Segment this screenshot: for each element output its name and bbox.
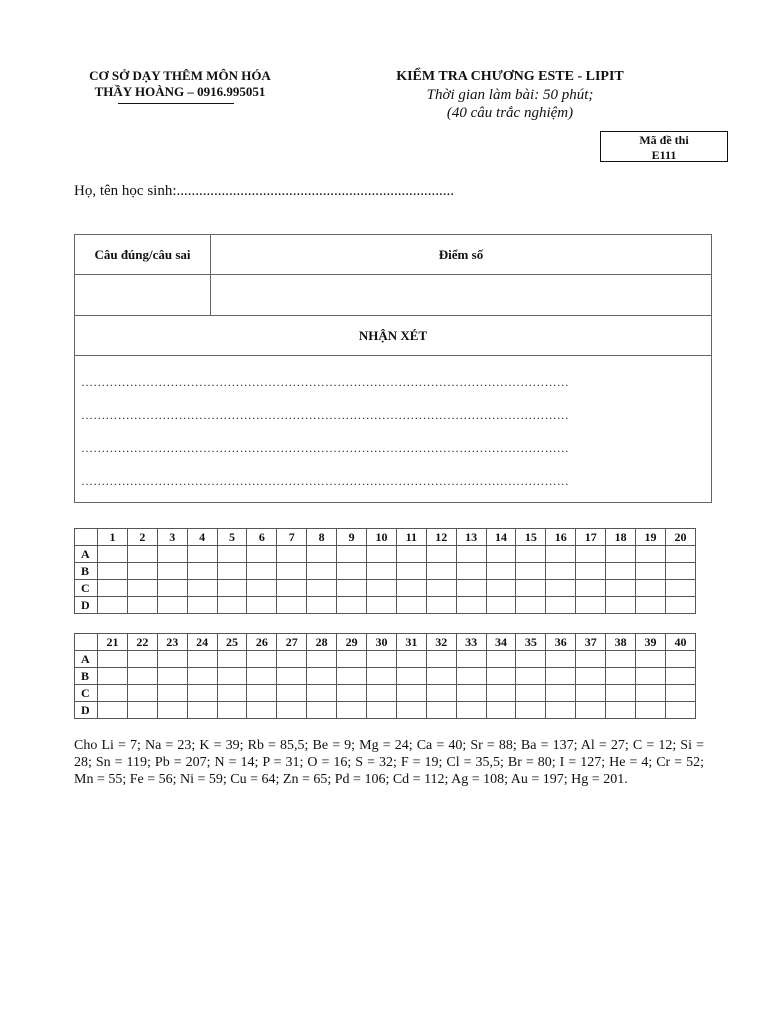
question-number: 2 bbox=[127, 529, 157, 546]
answer-cell[interactable] bbox=[337, 668, 367, 685]
answer-cell[interactable] bbox=[157, 597, 187, 614]
answer-cell[interactable] bbox=[546, 668, 576, 685]
answer-cell[interactable] bbox=[98, 702, 128, 719]
answer-cell[interactable] bbox=[217, 563, 247, 580]
answer-cell[interactable] bbox=[426, 651, 456, 668]
answer-cell[interactable] bbox=[516, 563, 546, 580]
answer-cell[interactable] bbox=[127, 546, 157, 563]
answer-option-label: A bbox=[75, 546, 98, 563]
question-number: 9 bbox=[337, 529, 367, 546]
answer-cell[interactable] bbox=[307, 580, 337, 597]
answer-grid-21-40 bbox=[74, 633, 696, 719]
answer-cell[interactable] bbox=[516, 685, 546, 702]
answer-cell[interactable] bbox=[307, 563, 337, 580]
answer-cell[interactable] bbox=[546, 597, 576, 614]
answer-cell[interactable] bbox=[576, 668, 606, 685]
answer-cell[interactable] bbox=[277, 563, 307, 580]
answer-cell[interactable] bbox=[337, 597, 367, 614]
question-number: 1 bbox=[98, 529, 128, 546]
answer-row bbox=[75, 685, 696, 702]
comments-header: NHẬN XÉT bbox=[75, 316, 712, 356]
answer-cell[interactable] bbox=[98, 546, 128, 563]
question-number: 24 bbox=[187, 634, 217, 651]
answer-cell[interactable] bbox=[636, 580, 666, 597]
answer-cell[interactable] bbox=[157, 668, 187, 685]
answer-cell[interactable] bbox=[127, 597, 157, 614]
school-underline bbox=[118, 103, 234, 104]
answer-cell[interactable] bbox=[636, 563, 666, 580]
question-number: 21 bbox=[98, 634, 128, 651]
answer-cell[interactable] bbox=[606, 580, 636, 597]
answer-cell[interactable] bbox=[426, 580, 456, 597]
answer-cell[interactable] bbox=[98, 668, 128, 685]
answer-cell[interactable] bbox=[187, 651, 217, 668]
exam-code-value: E111 bbox=[651, 148, 677, 162]
answer-cell[interactable] bbox=[307, 597, 337, 614]
answer-cell[interactable] bbox=[396, 546, 426, 563]
score-table bbox=[74, 234, 712, 503]
answer-cell[interactable] bbox=[546, 651, 576, 668]
answer-cell[interactable] bbox=[665, 580, 695, 597]
answer-cell[interactable] bbox=[127, 580, 157, 597]
answer-cell[interactable] bbox=[337, 563, 367, 580]
comment-line: ………………………………………………………………………………………………………… bbox=[81, 408, 569, 422]
answer-cell[interactable] bbox=[337, 580, 367, 597]
exam-header bbox=[340, 68, 680, 122]
answer-cell[interactable] bbox=[307, 702, 337, 719]
answer-cell[interactable] bbox=[456, 563, 486, 580]
answer-cell[interactable] bbox=[576, 685, 606, 702]
answer-cell[interactable] bbox=[665, 597, 695, 614]
answer-cell[interactable] bbox=[606, 563, 636, 580]
comment-line: ………………………………………………………………………………………………………… bbox=[81, 474, 569, 488]
answer-cell[interactable] bbox=[665, 702, 695, 719]
answer-row bbox=[75, 651, 696, 668]
answer-cell[interactable] bbox=[665, 546, 695, 563]
answer-cell[interactable] bbox=[606, 546, 636, 563]
answer-cell[interactable] bbox=[127, 563, 157, 580]
answer-row bbox=[75, 546, 696, 563]
question-number: 28 bbox=[307, 634, 337, 651]
answer-cell[interactable] bbox=[576, 702, 606, 719]
answer-cell[interactable] bbox=[277, 685, 307, 702]
question-number: 32 bbox=[426, 634, 456, 651]
answer-cell[interactable] bbox=[277, 702, 307, 719]
answer-cell[interactable] bbox=[367, 685, 397, 702]
answer-cell[interactable] bbox=[516, 651, 546, 668]
grid-corner-cell bbox=[75, 634, 98, 651]
answer-cell[interactable] bbox=[426, 597, 456, 614]
answer-cell[interactable] bbox=[187, 546, 217, 563]
answer-cell[interactable] bbox=[367, 668, 397, 685]
correct-wrong-cell[interactable] bbox=[75, 275, 211, 316]
answer-cell[interactable] bbox=[576, 597, 606, 614]
answer-cell[interactable] bbox=[396, 702, 426, 719]
answer-cell[interactable] bbox=[337, 651, 367, 668]
answer-cell[interactable] bbox=[456, 702, 486, 719]
answer-cell[interactable] bbox=[157, 685, 187, 702]
answer-cell[interactable] bbox=[486, 580, 516, 597]
answer-cell[interactable] bbox=[337, 685, 367, 702]
answer-option-label: B bbox=[75, 563, 98, 580]
question-number: 31 bbox=[396, 634, 426, 651]
atomic-mass-constants: Cho Li = 7; Na = 23; K = 39; Rb = 85,5; Be = 9; Mg = 24; Ca = 40; Sr = 88; Ba = 137; Al = 27; C = 12; Si = 28; Sn = 119; Pb = 207; N = 14; P = 31; O = 16; S = 32; F = 19; Cl = 35,5; Br = 80; I = 127; He = 4; Cr = 52; Mn = 55; Fe = 56; Ni = 59; Cu = 64; Zn = 65; Pd = 106; Cd = 112; Ag = 108; Au = 197; Hg = 201. bbox=[74, 738, 704, 787]
answer-cell[interactable] bbox=[636, 702, 666, 719]
answer-cell[interactable] bbox=[217, 668, 247, 685]
answer-cell[interactable] bbox=[665, 685, 695, 702]
answer-cell[interactable] bbox=[157, 651, 187, 668]
answer-cell[interactable] bbox=[277, 580, 307, 597]
answer-cell[interactable] bbox=[396, 685, 426, 702]
comment-line: ………………………………………………………………………………………………………… bbox=[81, 375, 569, 389]
answer-cell[interactable] bbox=[606, 702, 636, 719]
question-number: 25 bbox=[217, 634, 247, 651]
answer-option-label: D bbox=[75, 597, 98, 614]
exam-title: KIỂM TRA CHƯƠNG ESTE - LIPIT bbox=[396, 69, 624, 84]
answer-row bbox=[75, 702, 696, 719]
answer-option-label: A bbox=[75, 651, 98, 668]
answer-cell[interactable] bbox=[127, 668, 157, 685]
answer-cell[interactable] bbox=[127, 651, 157, 668]
teacher-contact: THẦY HOÀNG – 0916.995051 bbox=[94, 84, 266, 99]
answer-cell[interactable] bbox=[98, 580, 128, 597]
answer-cell[interactable] bbox=[367, 580, 397, 597]
answer-cell[interactable] bbox=[426, 685, 456, 702]
answer-cell[interactable] bbox=[456, 546, 486, 563]
answer-cell[interactable] bbox=[665, 563, 695, 580]
answer-cell[interactable] bbox=[217, 651, 247, 668]
school-header bbox=[60, 68, 300, 100]
answer-cell[interactable] bbox=[636, 668, 666, 685]
answer-cell[interactable] bbox=[307, 651, 337, 668]
answer-cell[interactable] bbox=[247, 685, 277, 702]
answer-option-label: D bbox=[75, 702, 98, 719]
answer-cell[interactable] bbox=[636, 546, 666, 563]
answer-cell[interactable] bbox=[187, 685, 217, 702]
answer-cell[interactable] bbox=[157, 563, 187, 580]
answer-cell[interactable] bbox=[426, 563, 456, 580]
answer-option-label: C bbox=[75, 685, 98, 702]
answer-cell[interactable] bbox=[396, 651, 426, 668]
answer-cell[interactable] bbox=[247, 668, 277, 685]
answer-cell[interactable] bbox=[606, 651, 636, 668]
answer-cell[interactable] bbox=[665, 651, 695, 668]
answer-grid-header-row bbox=[75, 529, 696, 546]
answer-cell[interactable] bbox=[367, 563, 397, 580]
answer-cell[interactable] bbox=[546, 546, 576, 563]
exam-time: Thời gian làm bài: 50 phút; bbox=[426, 87, 594, 103]
answer-cell[interactable] bbox=[516, 668, 546, 685]
question-number: 19 bbox=[636, 529, 666, 546]
answer-cell[interactable] bbox=[217, 580, 247, 597]
answer-cell[interactable] bbox=[456, 668, 486, 685]
question-number: 29 bbox=[337, 634, 367, 651]
answer-cell[interactable] bbox=[247, 546, 277, 563]
answer-cell[interactable] bbox=[307, 668, 337, 685]
question-number: 17 bbox=[576, 529, 606, 546]
answer-cell[interactable] bbox=[486, 597, 516, 614]
answer-cell[interactable] bbox=[516, 546, 546, 563]
answer-cell[interactable] bbox=[606, 685, 636, 702]
question-number: 16 bbox=[546, 529, 576, 546]
answer-cell[interactable] bbox=[636, 685, 666, 702]
answer-cell[interactable] bbox=[546, 563, 576, 580]
exam-question-count: (40 câu trắc nghiệm) bbox=[446, 105, 574, 121]
question-number: 30 bbox=[367, 634, 397, 651]
answer-cell[interactable] bbox=[546, 580, 576, 597]
answer-cell[interactable] bbox=[217, 702, 247, 719]
answer-option-label: B bbox=[75, 668, 98, 685]
answer-grid-1-20 bbox=[74, 528, 696, 614]
answer-cell[interactable] bbox=[157, 702, 187, 719]
question-number: 36 bbox=[546, 634, 576, 651]
answer-cell[interactable] bbox=[98, 597, 128, 614]
answer-cell[interactable] bbox=[187, 563, 217, 580]
answer-cell[interactable] bbox=[217, 685, 247, 702]
answer-cell[interactable] bbox=[247, 563, 277, 580]
student-name-field[interactable]: Họ, tên học sinh:.......................................................................... bbox=[74, 183, 454, 199]
answer-cell[interactable] bbox=[337, 546, 367, 563]
exam-code-box bbox=[600, 131, 728, 162]
question-number: 23 bbox=[157, 634, 187, 651]
question-number: 37 bbox=[576, 634, 606, 651]
question-number: 35 bbox=[516, 634, 546, 651]
answer-cell[interactable] bbox=[367, 546, 397, 563]
answer-cell[interactable] bbox=[247, 702, 277, 719]
answer-cell[interactable] bbox=[516, 702, 546, 719]
answer-cell[interactable] bbox=[546, 685, 576, 702]
answer-cell[interactable] bbox=[396, 668, 426, 685]
answer-cell[interactable] bbox=[516, 580, 546, 597]
question-number: 15 bbox=[516, 529, 546, 546]
answer-cell[interactable] bbox=[98, 685, 128, 702]
question-number: 6 bbox=[247, 529, 277, 546]
answer-cell[interactable] bbox=[636, 597, 666, 614]
answer-cell[interactable] bbox=[98, 651, 128, 668]
answer-cell[interactable] bbox=[187, 597, 217, 614]
answer-cell[interactable] bbox=[456, 580, 486, 597]
answer-cell[interactable] bbox=[456, 685, 486, 702]
school-name: CƠ SỞ DẠY THÊM MÔN HÓA bbox=[89, 68, 271, 83]
answer-cell[interactable] bbox=[187, 702, 217, 719]
question-number: 34 bbox=[486, 634, 516, 651]
answer-cell[interactable] bbox=[307, 546, 337, 563]
answer-cell[interactable] bbox=[367, 597, 397, 614]
answer-cell[interactable] bbox=[247, 651, 277, 668]
answer-row bbox=[75, 597, 696, 614]
question-number: 8 bbox=[307, 529, 337, 546]
comments-area[interactable] bbox=[75, 356, 712, 503]
comment-line: ………………………………………………………………………………………………………… bbox=[81, 441, 569, 455]
answer-cell[interactable] bbox=[456, 597, 486, 614]
answer-cell[interactable] bbox=[576, 563, 606, 580]
question-number: 20 bbox=[665, 529, 695, 546]
answer-row bbox=[75, 580, 696, 597]
answer-cell[interactable] bbox=[277, 651, 307, 668]
answer-cell[interactable] bbox=[367, 702, 397, 719]
answer-cell[interactable] bbox=[606, 668, 636, 685]
question-number: 39 bbox=[636, 634, 666, 651]
score-cell[interactable] bbox=[211, 275, 712, 316]
score-header: Điểm số bbox=[211, 235, 712, 275]
answer-cell[interactable] bbox=[486, 563, 516, 580]
question-number: 4 bbox=[187, 529, 217, 546]
question-number: 40 bbox=[665, 634, 695, 651]
answer-cell[interactable] bbox=[127, 702, 157, 719]
answer-cell[interactable] bbox=[396, 597, 426, 614]
answer-cell[interactable] bbox=[187, 668, 217, 685]
answer-cell[interactable] bbox=[486, 546, 516, 563]
answer-cell[interactable] bbox=[247, 580, 277, 597]
answer-cell[interactable] bbox=[456, 651, 486, 668]
answer-cell[interactable] bbox=[486, 702, 516, 719]
answer-cell[interactable] bbox=[277, 546, 307, 563]
answer-cell[interactable] bbox=[486, 651, 516, 668]
question-number: 22 bbox=[127, 634, 157, 651]
exam-code-label: Mã đề thi bbox=[639, 133, 689, 147]
answer-cell[interactable] bbox=[636, 651, 666, 668]
answer-cell[interactable] bbox=[606, 597, 636, 614]
question-number: 11 bbox=[396, 529, 426, 546]
answer-cell[interactable] bbox=[217, 597, 247, 614]
answer-option-label: C bbox=[75, 580, 98, 597]
answer-cell[interactable] bbox=[98, 563, 128, 580]
answer-cell[interactable] bbox=[277, 668, 307, 685]
answer-cell[interactable] bbox=[486, 668, 516, 685]
question-number: 10 bbox=[367, 529, 397, 546]
question-number: 38 bbox=[606, 634, 636, 651]
answer-cell[interactable] bbox=[247, 597, 277, 614]
question-number: 13 bbox=[456, 529, 486, 546]
question-number: 3 bbox=[157, 529, 187, 546]
answer-row bbox=[75, 563, 696, 580]
question-number: 5 bbox=[217, 529, 247, 546]
answer-cell[interactable] bbox=[546, 702, 576, 719]
answer-cell[interactable] bbox=[426, 546, 456, 563]
answer-cell[interactable] bbox=[187, 580, 217, 597]
answer-cell[interactable] bbox=[307, 685, 337, 702]
question-number: 26 bbox=[247, 634, 277, 651]
answer-cell[interactable] bbox=[426, 702, 456, 719]
question-number: 7 bbox=[277, 529, 307, 546]
answer-cell[interactable] bbox=[277, 597, 307, 614]
answer-cell[interactable] bbox=[157, 546, 187, 563]
answer-cell[interactable] bbox=[396, 580, 426, 597]
question-number: 14 bbox=[486, 529, 516, 546]
answer-cell[interactable] bbox=[516, 597, 546, 614]
answer-grid-header-row bbox=[75, 634, 696, 651]
answer-cell[interactable] bbox=[337, 702, 367, 719]
answer-cell[interactable] bbox=[576, 546, 606, 563]
answer-cell[interactable] bbox=[486, 685, 516, 702]
question-number: 12 bbox=[426, 529, 456, 546]
correct-wrong-header: Câu đúng/câu sai bbox=[75, 235, 211, 275]
answer-cell[interactable] bbox=[665, 668, 695, 685]
answer-row bbox=[75, 668, 696, 685]
answer-cell[interactable] bbox=[576, 580, 606, 597]
question-number: 27 bbox=[277, 634, 307, 651]
answer-cell[interactable] bbox=[157, 580, 187, 597]
answer-cell[interactable] bbox=[367, 651, 397, 668]
question-number: 33 bbox=[456, 634, 486, 651]
grid-corner-cell bbox=[75, 529, 98, 546]
answer-cell[interactable] bbox=[396, 563, 426, 580]
answer-cell[interactable] bbox=[127, 685, 157, 702]
answer-cell[interactable] bbox=[576, 651, 606, 668]
answer-cell[interactable] bbox=[217, 546, 247, 563]
question-number: 18 bbox=[606, 529, 636, 546]
answer-cell[interactable] bbox=[426, 668, 456, 685]
